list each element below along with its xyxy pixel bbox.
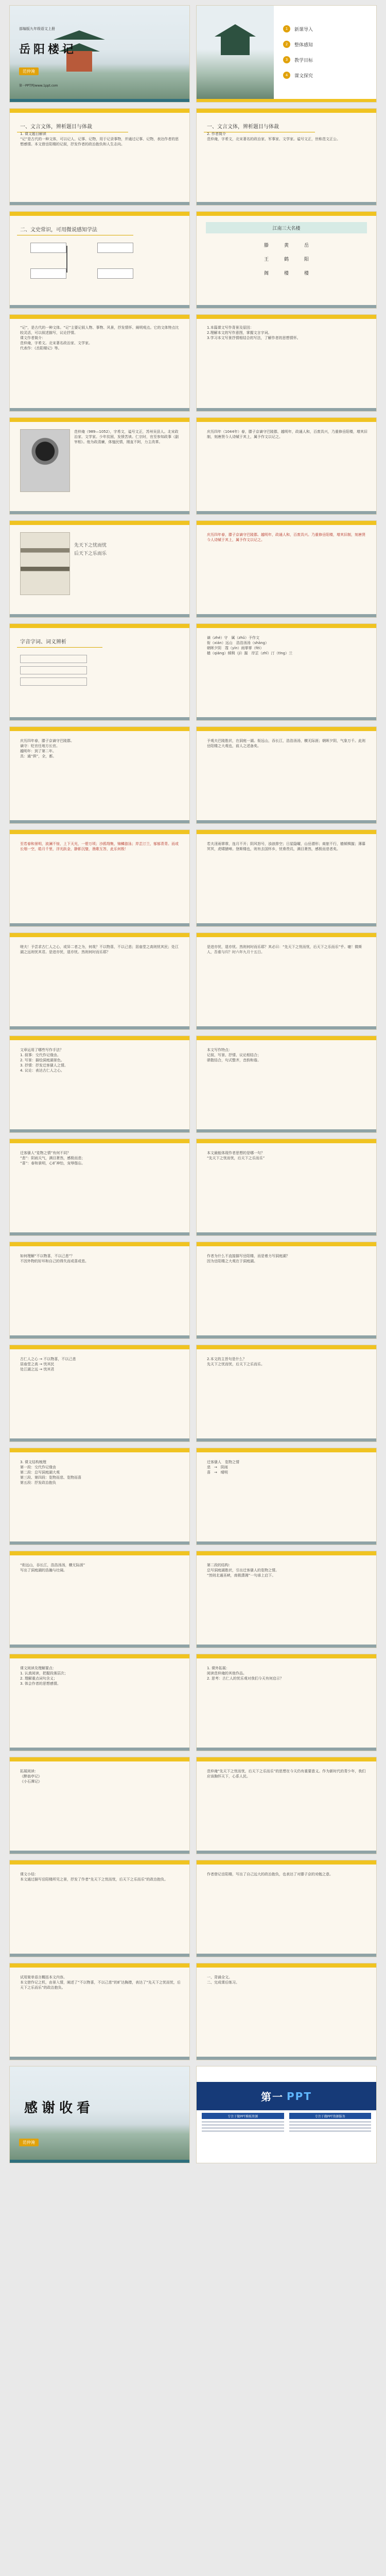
slide-title: 一、文言文体，辨析题目与体裁 bbox=[20, 122, 92, 130]
slide-body: “记”，是古代的一种文体。“记”主要记叙人物、事物、风景，抒发情怀、阐明观点。它的文体特点比较灵活，可以叙述描写，议论抒情。 课文作者简介： 范仲淹，字希文。北宋著名政治家、文学家。 代表作：《岳阳楼记》等。 bbox=[20, 326, 179, 350]
content-slide[interactable] bbox=[196, 1757, 377, 1854]
slide-body: 本文最能体现作者思想的是哪一句？ “先天下之忧而忧，后天下之乐而乐” bbox=[207, 1151, 265, 1160]
content-slide[interactable] bbox=[9, 1963, 190, 2060]
slide-top-bar bbox=[197, 1757, 376, 1761]
content-slide[interactable] bbox=[196, 1963, 377, 2060]
content-slide[interactable] bbox=[196, 1139, 377, 1236]
slide-bottom-bar bbox=[197, 1954, 376, 1957]
content-slide[interactable] bbox=[9, 1036, 190, 1133]
ad-tab[interactable]: 专注于做PPT模板资源 bbox=[202, 2113, 284, 2119]
slide-top-bar bbox=[10, 109, 189, 113]
slide-top-bar bbox=[10, 1757, 189, 1761]
slide-body: 作者为什么不直接描写岳阳楼，而是着力写洞庭湖？ 因为岳阳楼之大观在于洞庭湖。 bbox=[207, 1254, 290, 1263]
content-slide[interactable] bbox=[196, 726, 377, 824]
slide-body: 一、背诵全文。 二、完成课后练习。 bbox=[207, 1975, 239, 1985]
slide-bottom-bar bbox=[10, 717, 189, 720]
slide-bottom-bar bbox=[197, 511, 376, 514]
slide-bottom-bar bbox=[10, 1335, 189, 1338]
brand-name-part2: PPT bbox=[287, 2090, 312, 2103]
content-slide[interactable] bbox=[9, 726, 190, 824]
content-slide[interactable] bbox=[196, 1345, 377, 1442]
menu-list bbox=[283, 21, 371, 83]
content-slide[interactable] bbox=[9, 1551, 190, 1648]
slide-top-bar bbox=[10, 727, 189, 731]
slide-body: 课文小结： 本文通过描写岳阳楼所见之景，抒发了作者“先天下之忧而忧，后天下之乐而乐”的政治抱负。 bbox=[20, 1872, 168, 1882]
tower-column: 黄 鹤 楼 bbox=[284, 243, 289, 276]
slide-grid bbox=[9, 5, 377, 2163]
slide-body: 若夫淫雨霏霏，连月不开；阴风怒号，浊浪排空；日星隐曜，山岳潜形；商旅不行，樯倾楫摧；薄暮冥冥，虎啸猿啼。登斯楼也，则有去国怀乡，忧谗畏讥，满目萧然，感极而悲者矣。 bbox=[207, 842, 365, 851]
slide-top-bar bbox=[197, 212, 376, 216]
tower-column: 滕 王 阁 bbox=[264, 243, 269, 276]
slide-bottom-bar bbox=[197, 408, 376, 411]
content-slide[interactable] bbox=[196, 520, 377, 618]
slide-bottom-bar bbox=[197, 305, 376, 308]
slide-bottom-bar bbox=[197, 1232, 376, 1235]
slide-top-bar bbox=[197, 109, 376, 113]
content-slide[interactable] bbox=[9, 829, 190, 927]
slide-top-bar bbox=[10, 1551, 189, 1555]
tower-photo bbox=[20, 532, 70, 595]
slide-bottom-bar bbox=[197, 1129, 376, 1132]
slide-top-bar bbox=[197, 1242, 376, 1246]
slide-bottom-bar bbox=[10, 820, 189, 823]
cover-slide[interactable] bbox=[9, 5, 190, 103]
slide-bottom-bar bbox=[197, 99, 376, 102]
menu-item-label: 整体感知 bbox=[294, 42, 313, 48]
slide-bottom-bar bbox=[10, 1129, 189, 1132]
slide-top-bar bbox=[10, 624, 189, 628]
slide-body: 至若春和景明，波澜不惊，上下天光，一碧万顷；沙鸥翔集，锦鳞游泳；岸芷汀兰，郁郁青青。而或长烟一空，皓月千里，浮光跃金，静影沉璧，渔歌互答，此乐何极！ bbox=[20, 842, 179, 851]
slide-body: 2. 作者简介 范仲淹，字希文，北宋著名的政治家、军事家、文学家。谥号文正，世称范文正公。 bbox=[207, 132, 340, 141]
content-slide[interactable] bbox=[196, 829, 377, 927]
slide-top-bar bbox=[10, 521, 189, 525]
slide-top-bar bbox=[10, 1448, 189, 1452]
slide-top-bar bbox=[10, 830, 189, 834]
author-badge: 范仲淹 bbox=[19, 67, 39, 75]
content-slide[interactable] bbox=[9, 1654, 190, 1751]
slide-top-bar bbox=[10, 1139, 189, 1143]
slide-bottom-bar bbox=[10, 923, 189, 926]
content-slide[interactable] bbox=[9, 211, 190, 309]
ad-column bbox=[202, 2113, 284, 2133]
mindmap-node bbox=[97, 243, 133, 253]
slide-body: 3. 课文结构梳理 第一段：交代作记缘由 第二段：总写洞庭湖大观 第三段、第四段：览物而悲、览物而喜 第五段：抒发政治抱负 bbox=[20, 1460, 81, 1485]
slide-title: 字音字词、词义辨析 bbox=[20, 637, 66, 645]
slide-top-bar bbox=[197, 1448, 376, 1452]
menu-item[interactable] bbox=[283, 37, 371, 52]
slide-top-bar bbox=[197, 624, 376, 628]
slide-bottom-bar bbox=[197, 202, 376, 205]
slide-bottom-bar bbox=[10, 1954, 189, 1957]
content-slide[interactable] bbox=[9, 623, 190, 721]
slide-bottom-bar bbox=[10, 202, 189, 205]
menu-number-badge: 4 bbox=[283, 72, 290, 79]
content-slide[interactable] bbox=[196, 1242, 377, 1339]
slide-body: 本文写作特点： 记叙、写景、抒情、议论相结合； 骈散结合，句式整齐，音韵和谐。 bbox=[207, 1048, 261, 1062]
slide-bottom-bar bbox=[197, 1541, 376, 1545]
slide-top-bar bbox=[197, 727, 376, 731]
slide-body: 迁客骚人“览物之情”有何不同？ “悲”：阴雨天气，满目萧然，感极而悲； “喜”：春和景明，心旷神怡，宠辱偕忘。 bbox=[20, 1151, 85, 1165]
ad-slide[interactable] bbox=[196, 2066, 377, 2163]
slide-bottom-bar bbox=[197, 1335, 376, 1338]
brand-name-part1: 第一 bbox=[261, 2091, 284, 2103]
slide-top-bar bbox=[197, 933, 376, 937]
slide-body: 庆历四年春，滕子京谪守巴陵郡。 谪守：贬官任地方长官。 越明年：到了第二年。 具：通“俱”，全，都。 bbox=[20, 739, 74, 758]
menu-item-label: 新课导入 bbox=[294, 27, 313, 32]
slide-top-bar bbox=[197, 1860, 376, 1865]
menu-item-label: 教学目标 bbox=[294, 58, 313, 63]
tower-column: 岳 阳 楼 bbox=[304, 243, 309, 276]
closing-slide[interactable] bbox=[9, 2066, 190, 2163]
slide-body: 第二段的结构： 总写洞庭湖胜状，引出迁客骚人的览物之情。 “然则北通巫峡，南极潇湘”一句承上启下。 bbox=[207, 1563, 279, 1578]
slide-body: “衔远山，吞长江，浩浩汤汤，横无际涯” 写出了洞庭湖的浩瀚与壮阔。 bbox=[20, 1563, 85, 1572]
content-slide[interactable] bbox=[9, 417, 190, 515]
menu-image bbox=[197, 6, 274, 103]
slide-bottom-bar bbox=[197, 1851, 376, 1854]
content-slide[interactable] bbox=[9, 1448, 190, 1545]
slide-body: 作者借记岳阳楼，写出了自己远大的政治抱负，也表达了对滕子京的劝勉之意。 bbox=[207, 1872, 333, 1876]
menu-item[interactable] bbox=[283, 21, 371, 37]
author-portrait bbox=[20, 429, 70, 492]
slide-body: 如何理解“不以物喜，不以己悲”？ 不因外物的好坏和自己的得失而或喜或悲。 bbox=[20, 1254, 89, 1263]
slide-body: 1. 课文题目解读 “记”是古代的一种文体，可以记人、记事、记物，用于记录事物，并通过记事、记物，表达作者的思想感情。本文借岳阳楼的记叙，抒发作者的政治抱负和人生志向。 bbox=[20, 132, 179, 146]
slide-bottom-bar bbox=[197, 717, 376, 720]
slide-body: 迁客骚人 览物之情 悲 → 阴雨 喜 → 晴明 bbox=[207, 1460, 239, 1475]
slide-body: 谪（zhé）守 属（zhǔ）予作文 衔（xián）远山 浩浩汤汤（shāng） 朝晖夕阴 霪（yín）雨霏霏（fēi） 樯（qiáng）倾楫（jí）摧 岸芷（zhǐ）汀（tīng）兰 bbox=[207, 636, 293, 655]
menu-item[interactable] bbox=[283, 67, 371, 83]
content-slide[interactable] bbox=[196, 108, 377, 206]
slide-bottom-bar bbox=[197, 1438, 376, 1442]
slide-body: 范仲淹（989—1052），字希文，谥号文正，苏州吴县人。北宋政治家、文学家。少年贫困，发愤苦读。仁宗时，官至参知政事（副宰相）。他为政清廉，体恤民情，刚直不阿，力主改革。 bbox=[74, 430, 179, 444]
content-slide[interactable] bbox=[196, 314, 377, 412]
content-slide[interactable] bbox=[9, 1242, 190, 1339]
closing-title: 感谢收看 bbox=[24, 2100, 95, 2116]
brand-banner bbox=[197, 2082, 376, 2110]
content-slide[interactable] bbox=[9, 108, 190, 206]
cover-title: 岳阳楼记 bbox=[19, 43, 77, 56]
section-banner: 江南三大名楼 bbox=[206, 222, 367, 233]
slide-body: 古仁人之心 → 不以物喜，不以己悲 居庙堂之高 → 忧其民 处江湖之远 → 忧其君 bbox=[20, 1357, 76, 1371]
slide-bottom-bar bbox=[10, 1232, 189, 1235]
menu-item-label: 课文探究 bbox=[294, 73, 313, 79]
slide-body: 课文阅读及理解要点： 1. 认真阅读，把握段落层次； 2. 理解重点词句含义； 3. 体会作者的思想感情。 bbox=[20, 1666, 68, 1686]
slide-bottom-bar bbox=[10, 1438, 189, 1442]
slide-body: 先天下之忧而忧 后天下之乐而乐 bbox=[74, 543, 107, 556]
slide-bottom-bar bbox=[197, 1026, 376, 1029]
content-slide[interactable] bbox=[196, 1654, 377, 1751]
content-slide[interactable] bbox=[9, 1139, 190, 1236]
slide-top-bar bbox=[10, 933, 189, 937]
slide-top-bar bbox=[10, 418, 189, 422]
author-badge: 范仲淹 bbox=[19, 2139, 39, 2146]
content-slide[interactable] bbox=[196, 1860, 377, 1957]
mindmap-node bbox=[97, 268, 133, 279]
slide-top-bar bbox=[10, 1860, 189, 1865]
content-slide[interactable] bbox=[9, 1860, 190, 1957]
slide-top-bar bbox=[197, 830, 376, 834]
slide-bottom-bar bbox=[10, 99, 189, 102]
mindmap-line bbox=[66, 246, 67, 273]
slide-top-bar bbox=[197, 418, 376, 422]
slide-body: 范仲淹“先天下之忧而忧，后天下之乐而乐”的思想在今天仍有重要意义。作为新时代的青少年，我们应该胸怀天下，心系人民。 bbox=[207, 1769, 366, 1778]
slide-top-bar bbox=[10, 1963, 189, 1968]
slide-top-bar bbox=[197, 1963, 376, 1968]
slide-top-bar bbox=[197, 1036, 376, 1040]
slide-bottom-bar bbox=[10, 1748, 189, 1751]
slide-title: 二、文史常识，可用微说感知学法 bbox=[20, 225, 97, 233]
content-slide[interactable] bbox=[9, 314, 190, 412]
content-slide[interactable] bbox=[9, 520, 190, 618]
slide-title: 一、文言文体，辨析题目与体裁 bbox=[207, 122, 279, 130]
slide-body: 予观夫巴陵胜状，在洞庭一湖。衔远山，吞长江，浩浩汤汤，横无际涯；朝晖夕阴，气象万千。此则岳阳楼之大观也，前人之述备矣。 bbox=[207, 739, 365, 748]
cover-footer: 第一PPT网/www.1ppt.com bbox=[19, 84, 58, 88]
mindmap-node bbox=[30, 243, 66, 253]
content-slide[interactable] bbox=[9, 1345, 190, 1442]
slide-bottom-bar bbox=[10, 2057, 189, 2060]
slide-bottom-bar bbox=[197, 2057, 376, 2060]
slide-bottom-bar bbox=[197, 820, 376, 823]
slide-bottom-bar bbox=[10, 1026, 189, 1029]
slide-body: 试用简单语言概括本文内容。 本文借作记之机，由景入情，阐述了“不以物喜，不以己悲”的旷达胸襟，表达了“先天下之忧而忧，后天下之乐而乐”的政治抱负。 bbox=[20, 1975, 181, 1990]
menu-item[interactable] bbox=[283, 52, 371, 67]
content-slide[interactable] bbox=[9, 933, 190, 1030]
answer-boxes bbox=[20, 655, 87, 689]
content-slide[interactable] bbox=[196, 933, 377, 1030]
slide-top-bar bbox=[197, 315, 376, 319]
slide-body: 2.本文的主旨句是什么？ 先天下之忧而忧，后天下之乐而乐。 bbox=[207, 1357, 265, 1366]
slide-top-bar bbox=[10, 1036, 189, 1040]
content-slide[interactable] bbox=[196, 623, 377, 721]
slide-bottom-bar bbox=[10, 408, 189, 411]
slide-bottom-bar bbox=[197, 923, 376, 926]
slide-body: 拓展阅读： 《醉翁亭记》 《小石潭记》 bbox=[20, 1769, 42, 1784]
slide-top-bar bbox=[197, 1139, 376, 1143]
slide-bottom-bar bbox=[10, 1541, 189, 1545]
slide-top-bar bbox=[197, 521, 376, 525]
menu-number-badge: 3 bbox=[283, 56, 290, 63]
slide-body: 是进亦忧，退亦忧。然则何时而乐耶？其必曰：“先天下之忧而忧，后天下之乐而乐”乎。噫！微斯人，吾谁与归？时六年九月十五日。 bbox=[207, 945, 362, 954]
towers-list bbox=[197, 242, 376, 276]
slide-bottom-bar bbox=[197, 1645, 376, 1648]
menu-number-badge: 2 bbox=[283, 41, 290, 48]
slide-body: 1.本篇课文写作背景及原因： 2.理解本文的写作意图，掌握文言字词。 3.学习本文写景抒情相结合的写法，了解作者的思想情怀。 bbox=[207, 326, 301, 340]
content-slide[interactable] bbox=[9, 1757, 190, 1854]
slide-bottom-bar bbox=[197, 1748, 376, 1751]
slide-bottom-bar bbox=[197, 614, 376, 617]
content-slide[interactable] bbox=[196, 1036, 377, 1133]
slide-top-bar bbox=[197, 1654, 376, 1658]
content-slide[interactable] bbox=[196, 1551, 377, 1648]
menu-number-badge: 1 bbox=[283, 25, 290, 32]
mindmap-node bbox=[30, 268, 66, 279]
slide-body: 1. 课外拓展： 阅读范仲淹的其他作品。 2. 思考：古仁人的忧乐观对我们今天有何启示？ bbox=[207, 1666, 284, 1681]
slide-body: 嗟夫！予尝求古仁人之心，或异二者之为，何哉？不以物喜，不以己悲；居庙堂之高则忧其民；处江湖之远则忧其君。是进亦忧，退亦忧。然则何时而乐耶？ bbox=[20, 945, 179, 954]
slide-bottom-bar bbox=[10, 614, 189, 617]
slide-bottom-bar bbox=[10, 2160, 189, 2163]
slide-top-bar bbox=[197, 1345, 376, 1349]
slide-body: 庆历四年春，滕子京谪守巴陵郡。越明年，政通人和，百废具兴。乃重修岳阳楼，增其旧制，刻唐贤今人诗赋于其上，属予作文以记之。 bbox=[207, 533, 365, 542]
slide-body: 庆历四年（1044年）春，滕子京谪守巴陵郡，越明年，政通人和，百废具兴，乃重修岳阳楼，增其旧制，刻唐贤今人诗赋于其上，属予作文以记之。 bbox=[207, 430, 367, 439]
cover-kicker: 部编版九年级语文上册 bbox=[19, 27, 55, 31]
ad-columns bbox=[202, 2113, 371, 2133]
slide-bottom-bar bbox=[10, 511, 189, 514]
slide-top-bar bbox=[197, 1551, 376, 1555]
slide-top-bar bbox=[10, 315, 189, 319]
content-slide[interactable] bbox=[196, 417, 377, 515]
slide-top-bar bbox=[10, 1654, 189, 1658]
slide-bottom-bar bbox=[10, 305, 189, 308]
menu-slide[interactable] bbox=[196, 5, 377, 103]
slide-body: 文章运用了哪些写作手法？ 1. 叙事：交代作记缘由。 2. 写景：描绘洞庭湖景色。 3. 抒情：抒发迁客骚人之情。 4. 议论：表达古仁人之心。 bbox=[20, 1048, 68, 1073]
slide-top-bar bbox=[10, 1242, 189, 1246]
slide-bottom-bar bbox=[10, 1645, 189, 1648]
slide-bottom-bar bbox=[10, 1851, 189, 1854]
slide-top-bar bbox=[10, 212, 189, 216]
ad-column bbox=[289, 2113, 372, 2133]
content-slide[interactable] bbox=[196, 211, 377, 309]
slide-top-bar bbox=[10, 1345, 189, 1349]
content-slide[interactable] bbox=[196, 1448, 377, 1545]
ad-tab[interactable]: 专注于做PPT资源服务 bbox=[289, 2113, 372, 2119]
